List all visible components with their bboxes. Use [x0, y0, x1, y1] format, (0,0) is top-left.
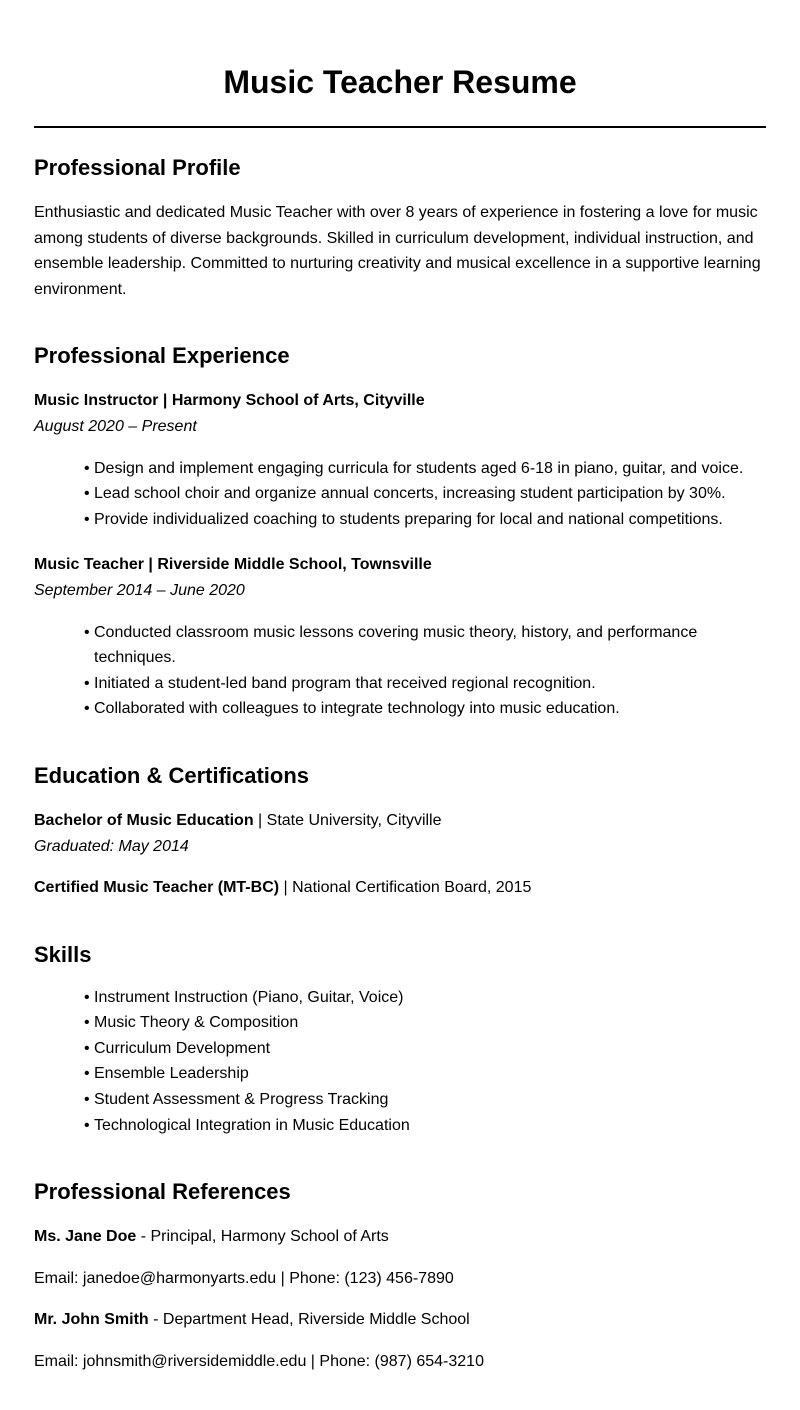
job-dates: September 2014 – June 2020	[34, 581, 245, 599]
job-duty-text: Conducted classroom music lessons covering music theory, history, and performance techniques.	[94, 623, 698, 667]
job-duty	[84, 620, 766, 671]
job-duties-list	[34, 456, 766, 533]
bullet-icon: •	[84, 459, 90, 477]
skill-text: Student Assessment & Progress Tracking	[94, 1091, 389, 1109]
job-duty-text: Initiated a student-led band program that received regional recognition.	[94, 674, 596, 692]
job-title: Music Teacher | Riverside Middle School, Townsville	[34, 556, 432, 574]
skill-item	[84, 1087, 766, 1113]
degree-name: Bachelor of Music Education	[34, 811, 254, 829]
job-title: Music Instructor | Harmony School of Arts, Cityville	[34, 392, 425, 410]
skill-text: Instrument Instruction (Piano, Guitar, Voice)	[94, 988, 404, 1006]
degree-line	[34, 808, 766, 834]
page-title: Music Teacher Resume	[223, 64, 577, 100]
bullet-icon: •	[84, 1116, 90, 1134]
job-duty-text: Lead school choir and organize annual concerts, increasing student participation by 30%.	[94, 485, 726, 503]
bullet-icon: •	[84, 700, 90, 718]
certification-line	[34, 875, 766, 901]
education-heading: Education & Certifications	[34, 762, 310, 788]
reference-contact: Email: janedoe@harmonyarts.edu | Phone: (123) 456-7890	[34, 1269, 454, 1287]
degree-institution: | State University, Cityville	[253, 811, 442, 829]
reference-role: - Principal, Harmony School of Arts	[136, 1228, 389, 1246]
skills-heading: Skills	[34, 941, 92, 967]
bullet-icon: •	[84, 1039, 90, 1057]
certification-name: Certified Music Teacher (MT-BC)	[34, 879, 280, 897]
reference-contact: Email: johnsmith@riversidemiddle.edu | Phone: (987) 654-3210	[34, 1353, 484, 1371]
education-section	[34, 762, 766, 901]
job-duty-text: Collaborated with colleagues to integrate technology into music education.	[94, 700, 620, 718]
degree-graduated: Graduated: May 2014	[34, 837, 189, 855]
skill-item	[84, 1036, 766, 1062]
job-entry	[34, 388, 766, 532]
skill-text: Curriculum Development	[94, 1039, 271, 1057]
reference-name: Mr. John Smith	[34, 1311, 149, 1329]
job-duty	[84, 456, 766, 482]
skills-list	[34, 985, 766, 1139]
bullet-icon: •	[84, 485, 90, 503]
reference-line	[34, 1224, 766, 1250]
bullet-icon: •	[84, 510, 90, 528]
experience-heading: Professional Experience	[34, 343, 290, 369]
profile-section	[34, 154, 766, 302]
bullet-icon: •	[84, 623, 90, 641]
job-duty	[84, 481, 766, 507]
skill-item	[84, 1010, 766, 1036]
references-heading: Professional References	[34, 1179, 291, 1205]
skill-item	[84, 1061, 766, 1087]
job-duty	[84, 696, 766, 722]
job-duty	[84, 507, 766, 533]
skill-text: Technological Integration in Music Education	[94, 1116, 410, 1134]
job-duty-text: Provide individualized coaching to students preparing for local and national competitions.	[94, 510, 723, 528]
skill-text: Ensemble Leadership	[94, 1065, 249, 1083]
job-duties-list	[34, 620, 766, 722]
bullet-icon: •	[84, 988, 90, 1006]
reference-role: - Department Head, Riverside Middle School	[148, 1311, 470, 1329]
skills-section	[34, 941, 766, 1139]
job-duty-text: Design and implement engaging curricula for students aged 6-18 in piano, guitar, and voice.	[94, 459, 744, 477]
skill-text: Music Theory & Composition	[94, 1014, 299, 1032]
title-divider	[34, 126, 766, 128]
skill-item	[84, 1113, 766, 1139]
references-section	[34, 1178, 766, 1374]
certification-detail: | National Certification Board, 2015	[279, 879, 532, 897]
profile-heading: Professional Profile	[34, 155, 241, 180]
job-entry	[34, 552, 766, 722]
skill-item	[84, 985, 766, 1011]
bullet-icon: •	[84, 1091, 90, 1109]
job-duty	[84, 671, 766, 697]
bullet-icon: •	[84, 1014, 90, 1032]
reference-name: Ms. Jane Doe	[34, 1228, 137, 1246]
profile-text: Enthusiastic and dedicated Music Teacher with over 8 years of experience in fostering a love for music among students of diverse backgrounds. Skilled in curriculum development, individual instruction, and ensemble leadership. Committed to nurturing creativity and musical excellence in a supportive learning environment.	[34, 204, 761, 298]
job-dates: August 2020 – Present	[34, 417, 197, 435]
bullet-icon: •	[84, 1065, 90, 1083]
reference-line	[34, 1307, 766, 1333]
experience-section	[34, 342, 766, 722]
bullet-icon: •	[84, 674, 90, 692]
